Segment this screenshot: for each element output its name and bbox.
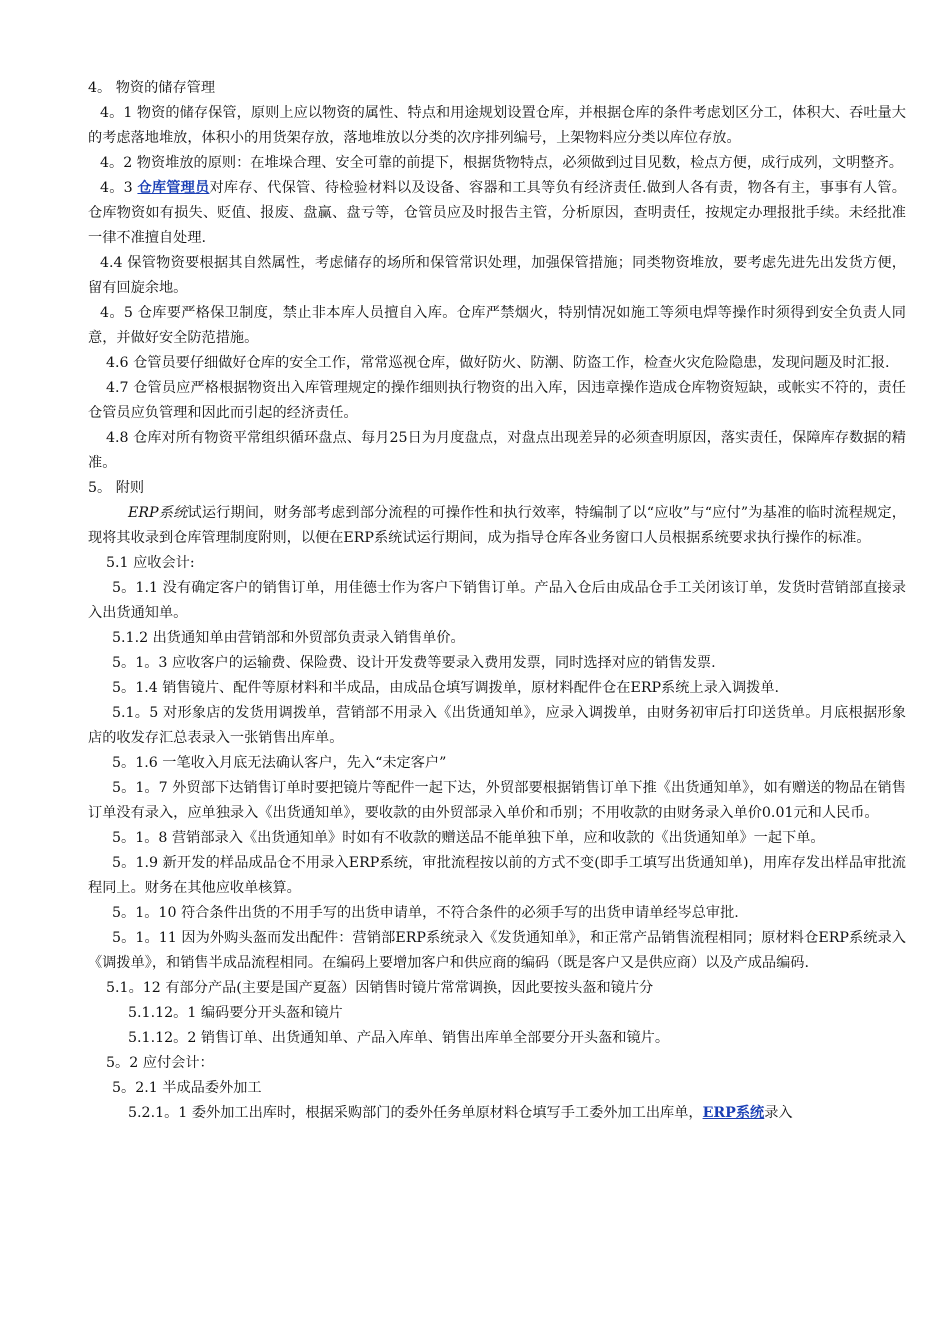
paragraph-5-1-5: 5.1。5 对形象店的发货用调拨单，营销部不用录入《出货通知单》，应录入调拨单，由财务初审后打印送货单。月底根据形象店的收发存汇总表录入一张销售出库单。 [88, 705, 906, 746]
document-page [88, 76, 906, 1126]
paragraph-5-1-10: 5。1。10 符合条件出货的不用手写的出货申请单，不符合条件的必须手写的出货申请单经岑总审批. [112, 905, 739, 921]
appendix-intro-text: 试运行期间，财务部考虑到部分流程的可操作性和执行效率，特编制了以“应收”与“应付”为基准的临时流程规定，现将其收录到仓库管理制度附则，以便在ERP系统试运行期间，成为指导仓库各业务窗口人员根据系统要求执行操作的标准。 [88, 505, 906, 546]
paragraph-4-6: 4.6 仓管员要仔细做好仓库的安全工作，常常巡视仓库，做好防火、防潮、防盗工作，检查火灾危险隐患，发现问题及时汇报. [106, 355, 890, 371]
paragraph-5-2-1-1 [88, 1101, 906, 1126]
paragraph-5-2-1-1-tail: 录入 [764, 1105, 793, 1121]
paragraph-4-8: 4.8 仓库对所有物资平常组织循环盘点、每月25日为月度盘点，对盘点出现差异的必须查明原因，落实责任，保障库存数据的精准。 [88, 430, 906, 471]
paragraph-5-2-1-1-text: 5.2.1。1 委外加工出库时，根据采购部门的委外任务单原材料仓填写手工委外加工出库单， [128, 1105, 703, 1121]
paragraph-5-2: 5。2 应付会计： [106, 1055, 214, 1071]
section-4-heading: 4。 物资的储存管理 [88, 80, 216, 96]
paragraph-4-2: 4。2 物资堆放的原则：在堆垛合理、安全可靠的前提下，根据货物特点，必须做到过目见数，检点方便，成行成列，文明整齐。 [100, 155, 903, 171]
paragraph-5-1-12-2: 5.1.12。2 销售订单、出货通知单、产品入库单、销售出库单全部要分开头盔和镜片。 [128, 1030, 670, 1046]
paragraph-5-1-7: 5。1。7 外贸部下达销售订单时要把镜片等配件一起下达，外贸部要根据销售订单下推《出货通知单》，如有赠送的物品在销售订单没有录入，应单独录入《出货通知单》，要收款的由外贸部录入单价和币别；不用收款的由财务录入单价0.01元和人民币。 [88, 780, 906, 821]
paragraph-5-1-12: 5.1。12 有部分产品(主要是国产夏盔）因销售时镜片常常调换，因此要按头盔和镜片分 [106, 980, 654, 996]
section-5-heading: 5。 附则 [88, 480, 145, 496]
paragraph-5-1: 5.1 应收会计: [106, 555, 195, 571]
warehouse-keeper-link[interactable]: 仓库管理员 [137, 180, 210, 196]
erp-system-link[interactable]: ERP系统 [702, 1105, 765, 1121]
paragraph-5-1-1: 5。1.1 没有确定客户的销售订单，用佳德士作为客户下销售订单。产品入仓后由成品仓手工关闭该订单，发货时营销部直接录入出货通知单。 [88, 580, 906, 621]
paragraph-5-1-6: 5。1.6 一笔收入月底无法确认客户，先入“未定客户” [112, 755, 447, 771]
paragraph-5-1-11: 5。1。11 因为外购头盔而发出配件：营销部ERP系统录入《发货通知单》，和正常产品销售流程相同；原材料仓ERP系统录入《调拨单》，和销售半成品流程相同。在编码上要增加客户和供应商的编码（既是客户又是供应商）以及产成品编码. [88, 930, 906, 971]
paragraph-5-1-9: 5。1.9 新开发的样品成品仓不用录入ERP系统，审批流程按以前的方式不变(即手工填写出货通知单)，用库存发出样品审批流程同上。财务在其他应收单核算。 [88, 855, 906, 896]
paragraph-4-3-text: 对库存、代保管、待检验材料以及设备、容器和工具等负有经济责任.做到人各有责，物各有主，事事有人管。仓库物资如有损失、贬值、报废、盘赢、盘亏等，仓管员应及时报告主管，分析原因，查明责任，按规定办理报批手续。未经批准一律不准擅自处理. [88, 180, 906, 246]
paragraph-5-1-3: 5。1。3 应收客户的运输费、保险费、设计开发费等要录入费用发票，同时选择对应的销售发票. [112, 655, 716, 671]
paragraph-4-7: 4.7 仓管员应严格根据物资出入库管理规定的操作细则执行物资的出入库，因违章操作造成仓库物资短缺，或帐实不符的，责任仓管员应负管理和因此而引起的经济责任。 [88, 380, 906, 421]
paragraph-5-1-4: 5。1.4 销售镜片、配件等原材料和半成品，由成品仓填写调拨单，原材料配件仓在ERP系统上录入调拨单. [112, 680, 780, 696]
paragraph-4-3-prefix: 4。3 [100, 180, 138, 196]
paragraph-5-1-2: 5.1.2 出货通知单由营销部和外贸部负责录入销售单价。 [112, 630, 465, 646]
paragraph-5-1-12-1: 5.1.12。1 编码要分开头盔和镜片 [128, 1005, 343, 1021]
paragraph-4-3 [88, 176, 906, 251]
paragraph-4-4: 4.4 保管物资要根据其自然属性，考虑储存的场所和保管常识处理，加强保管措施；同类物资堆放，要考虑先进先出发货方便，留有回旋余地。 [88, 255, 906, 296]
paragraph-5-2-1: 5。2.1 半成品委外加工 [112, 1080, 262, 1096]
appendix-intro-erp: ERP系统 [128, 505, 188, 521]
paragraph-5-1-8: 5。1。8 营销部录入《出货通知单》时如有不收款的赠送品不能单独下单，应和收款的《出货通知单》一起下单。 [112, 830, 825, 846]
paragraph-4-5: 4。5 仓库要严格保卫制度，禁止非本库人员擅自入库。仓库严禁烟火，特别情况如施工等须电焊等操作时须得到安全负责人同意，并做好安全防范措施。 [88, 305, 906, 346]
appendix-intro [88, 501, 906, 551]
paragraph-4-1: 4。1 物资的储存保管，原则上应以物资的属性、特点和用途规划设置仓库，并根据仓库的条件考虑划区分工，体积大、吞吐量大的考虑落地堆放，体积小的用货架存放，落地堆放以分类的次序排列编号，上架物料应分类以库位存放。 [88, 105, 906, 146]
